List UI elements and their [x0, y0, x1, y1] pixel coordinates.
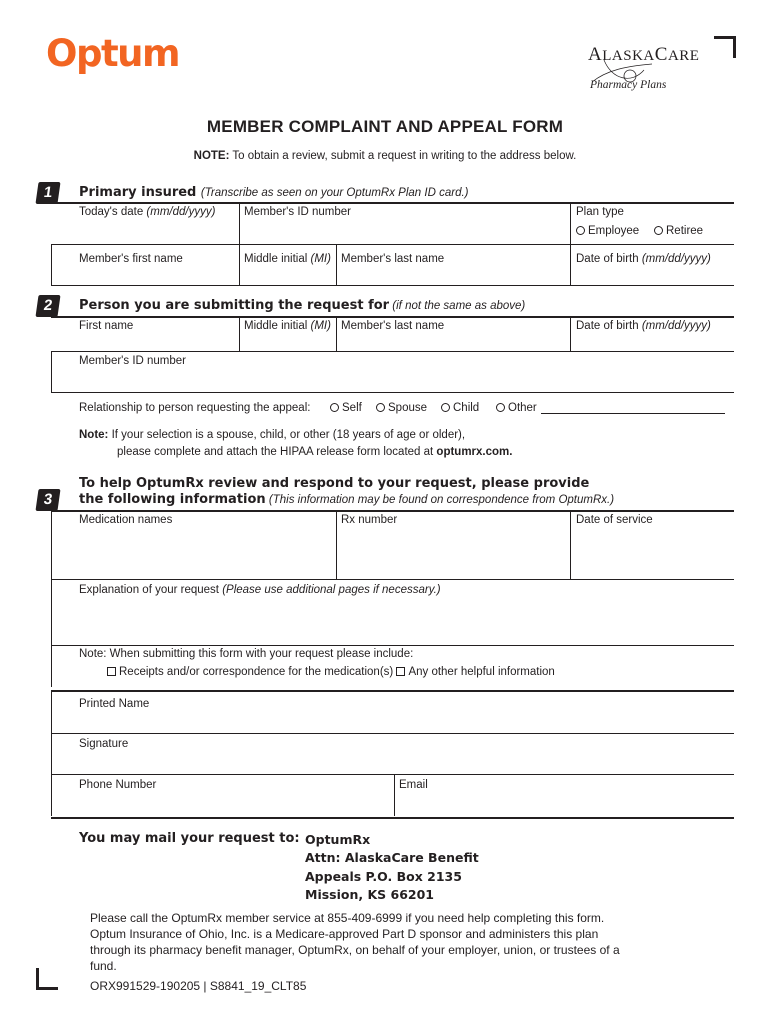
radio-circle-icon: [576, 226, 585, 235]
member-first-name-field[interactable]: Member's first name: [79, 253, 183, 265]
divider: [336, 317, 337, 351]
footer-line: Optum Insurance of Ohio, Inc. is a Medicare-approved Part D sponsor and administers this plan: [90, 927, 599, 941]
plan-type-retiree-radio[interactable]: Retiree: [654, 225, 703, 237]
relationship-child-radio[interactable]: Child: [441, 402, 479, 414]
member-id-field[interactable]: Member's ID number: [244, 206, 352, 218]
relationship-spouse-radio[interactable]: Spouse: [376, 402, 427, 414]
relationship-label: Relationship to person requesting the appeal:: [79, 402, 311, 414]
address-line: Mission, KS 66201: [305, 887, 435, 902]
divider: [336, 511, 337, 579]
divider: [51, 645, 734, 646]
top-note: NOTE: To obtain a review, submit a request in writing to the address below.: [193, 150, 577, 162]
divider: [51, 774, 734, 775]
divider: [51, 351, 734, 352]
section-number-2: 2: [35, 295, 60, 317]
divider: [336, 244, 337, 285]
divider: [570, 317, 571, 351]
hipaa-note-line2: please complete and attach the HIPAA release form located at optumrx.com.: [117, 446, 513, 458]
member-id-field[interactable]: Member's ID number: [79, 355, 187, 367]
other-relationship-input[interactable]: [541, 413, 725, 414]
divider: [51, 692, 52, 816]
radio-circle-icon: [496, 403, 505, 412]
first-name-field[interactable]: First name: [79, 320, 134, 332]
mail-label: You may mail your request to:: [79, 831, 300, 846]
hipaa-note-line1: Note: If your selection is a spouse, child, or other (18 years of age or older),: [79, 429, 466, 441]
divider: [51, 244, 52, 285]
divider: [51, 733, 734, 734]
divider: [239, 244, 240, 285]
divider: [51, 690, 734, 692]
medication-names-field[interactable]: Medication names: [79, 514, 173, 526]
radio-circle-icon: [330, 403, 339, 412]
radio-circle-icon: [376, 403, 385, 412]
section-number-1: 1: [35, 182, 60, 204]
divider: [51, 510, 734, 512]
pharmacy-plans-tagline: Pharmacy Plans: [590, 79, 667, 91]
divider: [51, 202, 734, 204]
section2-title: Person you are submitting the request for (if not the same as above): [79, 298, 526, 313]
corner-mark-top-right: [714, 36, 736, 58]
form-code: ORX991529-190205 | S8841_19_CLT85: [90, 979, 307, 993]
divider: [239, 317, 240, 351]
middle-initial-field[interactable]: Middle initial (MI): [244, 253, 331, 265]
optum-logo: Optum: [46, 32, 180, 75]
optumrx-link[interactable]: optumrx.com.: [436, 446, 513, 458]
section1-title: Primary insured (Transcribe as seen on your OptumRx Plan ID card.): [79, 185, 469, 200]
middle-initial-field[interactable]: Middle initial (MI): [244, 320, 331, 332]
checkbox-other-info[interactable]: [396, 667, 405, 676]
radio-circle-icon: [654, 226, 663, 235]
alaskacare-logo: [582, 40, 700, 96]
divider: [51, 351, 52, 392]
divider: [51, 316, 734, 318]
section3-title-line1: To help OptumRx review and respond to your request, please provide: [79, 476, 590, 491]
footer-line: through its pharmacy benefit manager, OptumRx, on behalf of your employer, union, or trustees of a: [90, 943, 620, 957]
footer-line: fund.: [90, 959, 117, 973]
divider: [51, 285, 734, 286]
address-line: Attn: AlaskaCare Benefit: [305, 850, 479, 865]
divider: [51, 579, 52, 645]
last-name-field[interactable]: Member's last name: [341, 320, 445, 332]
include-note: Note: When submitting this form with your request please include:: [79, 648, 414, 660]
divider: [51, 817, 734, 819]
todays-date-field[interactable]: Today's date (mm/dd/yyyy): [79, 206, 216, 218]
checkbox-receipts[interactable]: [107, 667, 116, 676]
email-field[interactable]: Email: [399, 779, 428, 791]
rx-number-field[interactable]: Rx number: [341, 514, 398, 526]
divider: [51, 511, 52, 579]
divider: [51, 645, 52, 687]
date-of-service-field[interactable]: Date of service: [576, 514, 653, 526]
divider: [51, 392, 734, 393]
plan-type-employee-radio[interactable]: Employee: [576, 225, 639, 237]
relationship-other-radio[interactable]: Other: [496, 402, 537, 414]
date-of-birth-field[interactable]: Date of birth (mm/dd/yyyy): [576, 253, 711, 265]
divider: [239, 203, 240, 244]
relationship-self-radio[interactable]: Self: [330, 402, 362, 414]
include-options: Receipts and/or correspondence for the medication(s) Any other helpful information: [107, 666, 555, 678]
divider: [51, 579, 734, 580]
plan-type-label: Plan type: [576, 206, 624, 218]
section3-title-line2: the following information (This information may be found on correspondence from OptumRx.): [79, 492, 615, 507]
date-of-birth-field[interactable]: Date of birth (mm/dd/yyyy): [576, 320, 711, 332]
section-number-3: 3: [35, 489, 60, 511]
signature-field[interactable]: Signature: [79, 738, 129, 750]
footer-line: Please call the OptumRx member service at 855-409-6999 if you need help completing this form.: [90, 911, 605, 925]
phone-number-field[interactable]: Phone Number: [79, 779, 157, 791]
alaskacare-wordmark: ALASKACARE: [588, 44, 700, 65]
form-title: MEMBER COMPLAINT AND APPEAL FORM: [206, 117, 564, 136]
radio-circle-icon: [441, 403, 450, 412]
printed-name-field[interactable]: Printed Name: [79, 698, 150, 710]
corner-mark-bottom-left: [36, 968, 58, 990]
address-line: Appeals P.O. Box 2135: [305, 869, 462, 884]
divider: [570, 511, 571, 579]
explanation-field[interactable]: Explanation of your request (Please use additional pages if necessary.): [79, 584, 441, 596]
address-line: OptumRx: [305, 832, 371, 847]
member-last-name-field[interactable]: Member's last name: [341, 253, 445, 265]
divider: [394, 774, 395, 816]
divider: [51, 244, 734, 245]
